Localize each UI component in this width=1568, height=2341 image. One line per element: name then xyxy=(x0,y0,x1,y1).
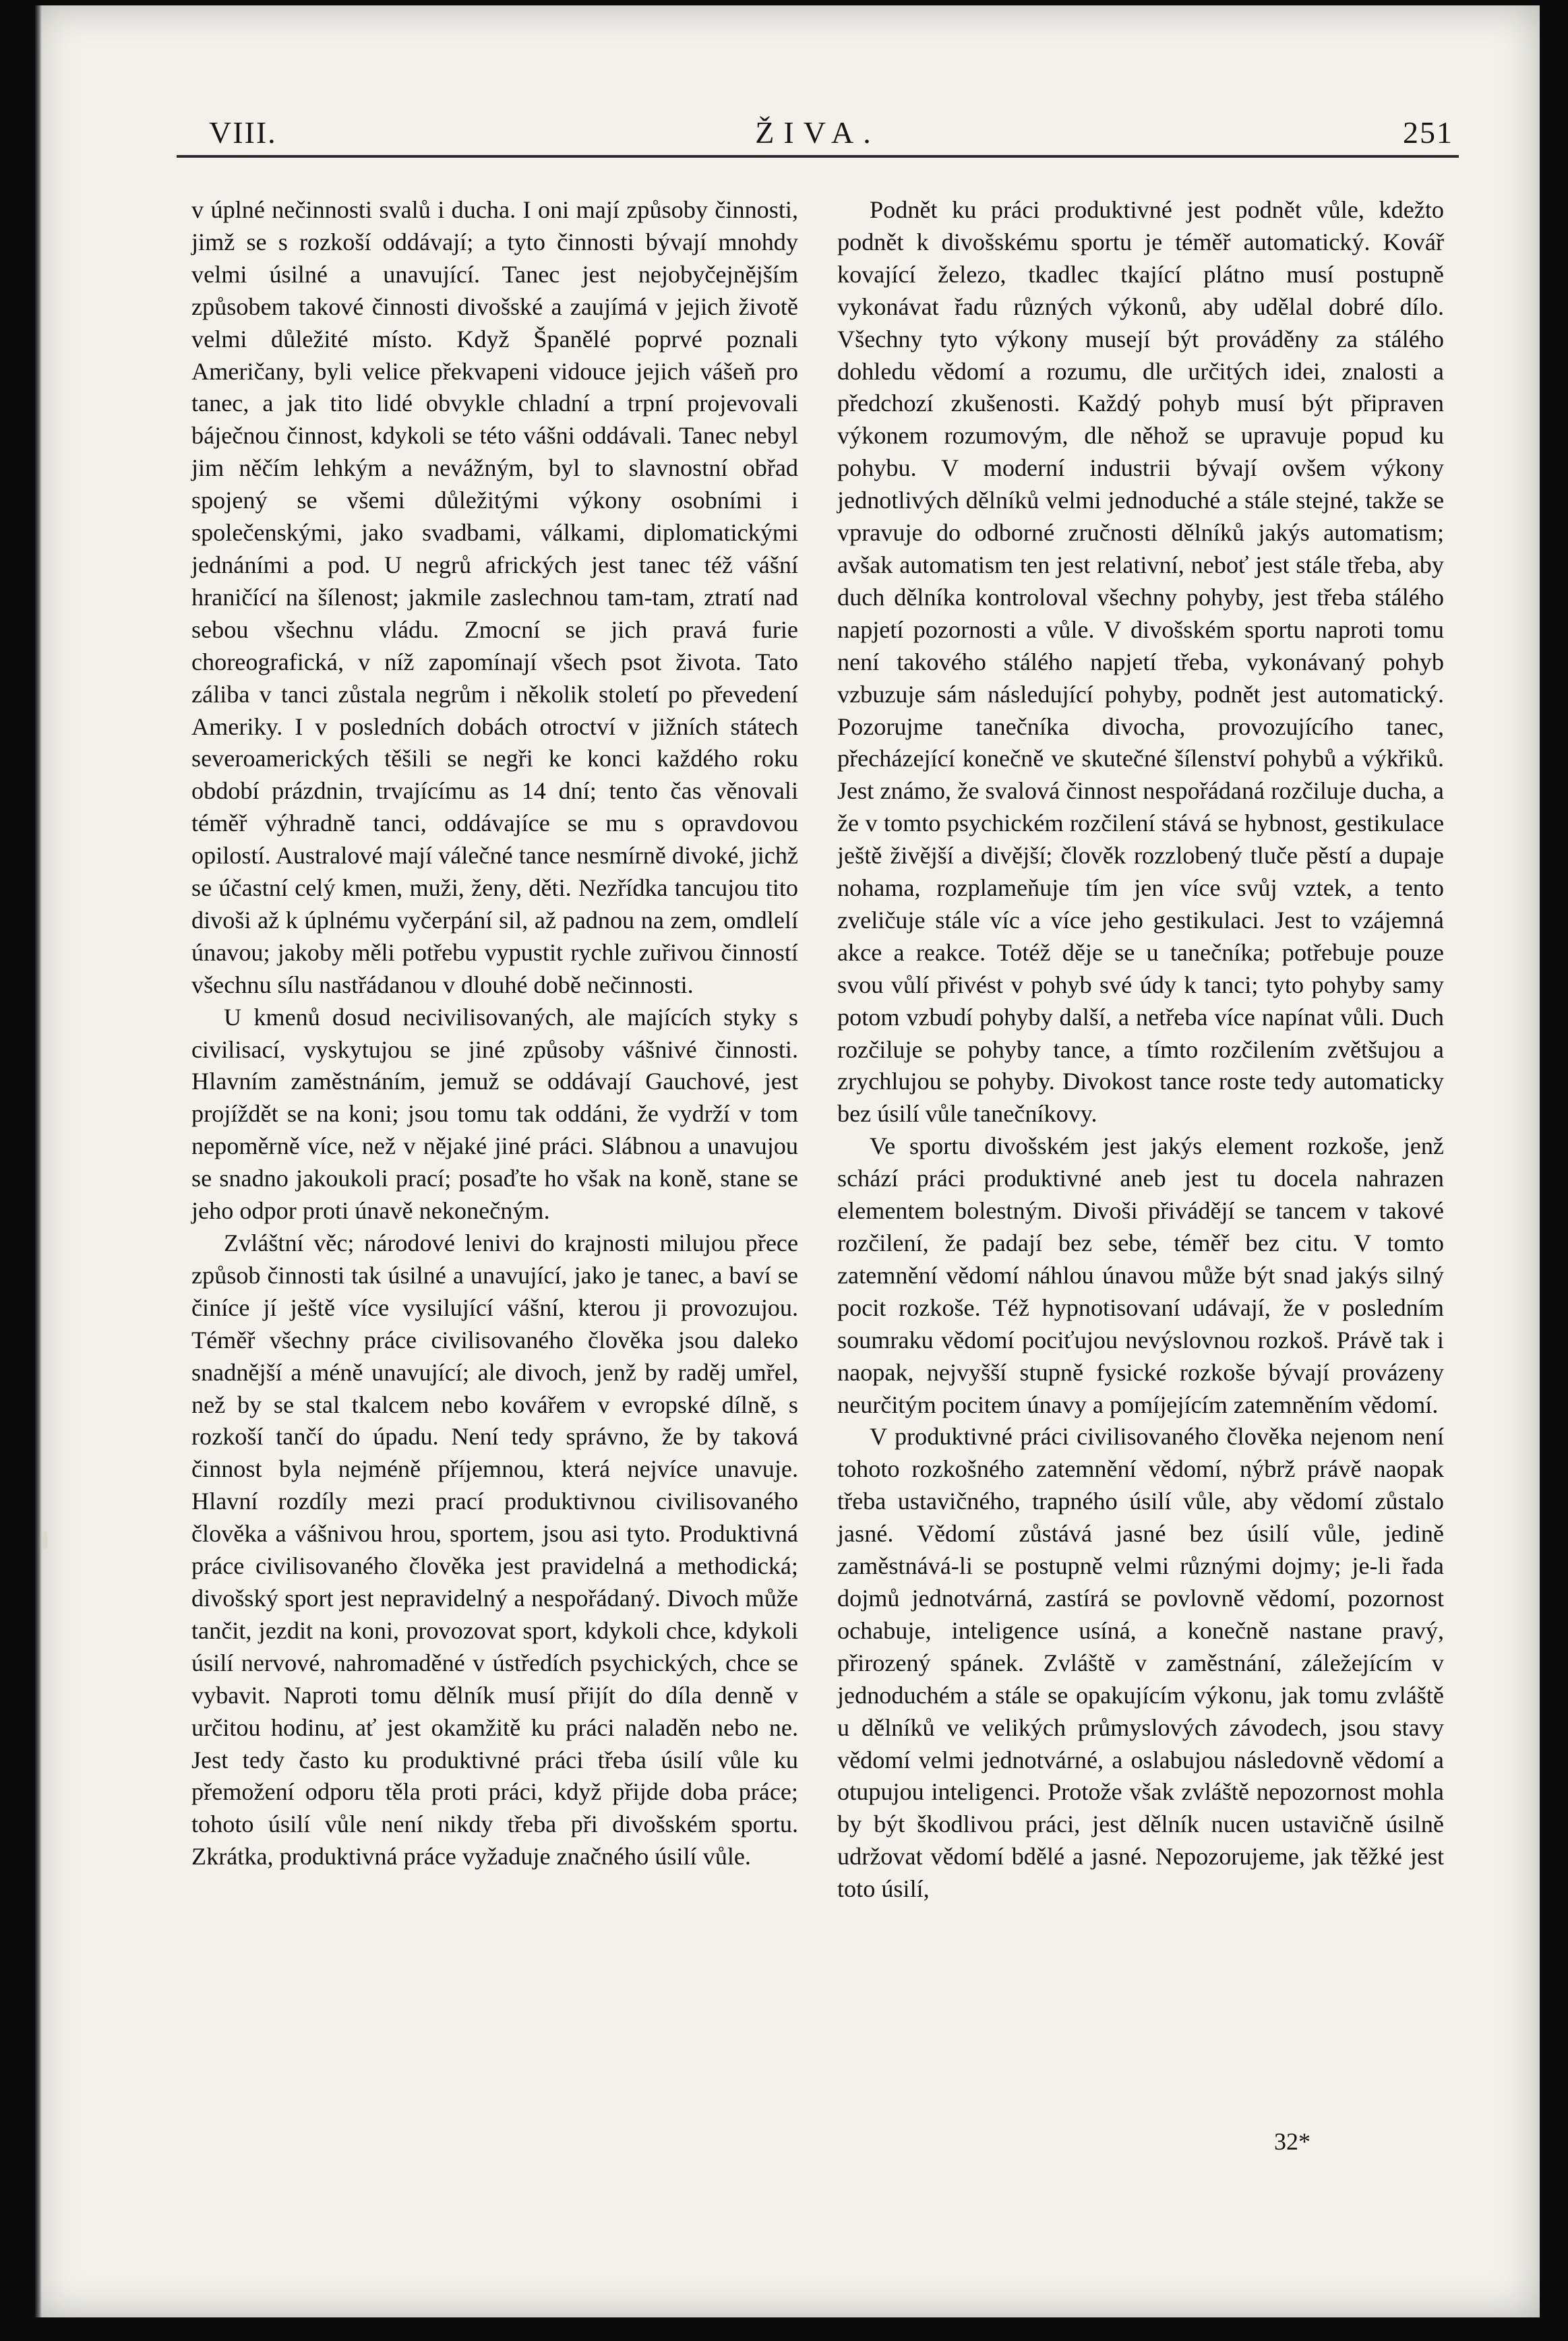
paragraph: Ve sportu divošském jest jakýs element rozkoše, jenž schází práci produktivné aneb jest tu docela nahrazen elementem bolestným. Divoši přivádějí se tancem v takové rozčilení, že padají bez sebe, téměř bez citu. V tomto zatemnění vědomí náhlou únavou může být snad jakýs silný pocit rozkoše. Též hypnotisovaní udávají, že v posledním soumraku vědomí pociťujou nevýslovnou rozkoš. Právě tak i naopak, nejvyšší stupně fysické rozkoše bývají provázeny neurčitým pocitem únavy a pomíjejícím zatemněním vědomí. xyxy=(837,1132,1444,1418)
header-rule xyxy=(177,155,1459,158)
page-number: 251 xyxy=(1403,115,1453,150)
paragraph: v úplné nečinnosti svalů i ducha. I oni mají způsoby činnosti, jimž se s rozkoší oddávají; a tyto činnosti bývají mnohdy velmi úsilné a unavující. Tanec jest nejobyčejnějším způsobem takové činnosti divošské a zaujímá v jejich životě velmi důležité místo. Když Španělé poprvé poznali Američany, byli velice překvapeni vidouce jejich vášeň pro tanec, a jak tito lidé obvykle chladní a trpní projevovali báječnou činnost, kdykoli se této vášni oddávali. Tanec nebyl jim něčím lehkým a nevážným, byl to slavnostní obřad spojený se všemi důležitými výkony osobními i společenskými, jako svadbami, válkami, diplomatickými jednáními a pod. U negrů afrických jest tanec též vášní hraničící na šílenost; jakmile zaslechnou tam-tam, ztratí nad sebou všechnu vládu. Zmocní se jich pravá furie choreografická, v níž zapomínají všech psot života. Tato záliba v tanci zůstala negrům i několik století po převedení Ameriky. I v posledních dobách otroctví v jižních státech severoamerických těšili se negři ke konci každého roku období prázdnin, trvajícímu as 14 dní; tento čas věnovali téměř výhradně tanci, oddávajíce se mu s opravdovou opilostí. Australové mají válečné tance nesmírně divoké, jichž se účastní celý kmen, muži, ženy, děti. Nezřídka tancujou tito divoši až k úplnému vyčerpání sil, až padnou na zem, omdlelí únavou; jakoby měli potřebu vypustit rychle zuřivou činností všechnu sílu nastřádanou v dlouhé době nečinnosti. xyxy=(191,196,798,998)
running-header xyxy=(177,105,1459,152)
margin-mark xyxy=(42,1531,47,1549)
journal-title: ŽIVA. xyxy=(755,115,880,150)
paragraph: V produktivné práci civilisovaného člověka nejenom není tohoto rozkošného zatemnění vědomí, nýbrž právě naopak třeba ustavičného, trapného úsilí vůle, aby vědomí zůstalo jasné. Vědomí zůstává jasné bez úsilí vůle, jedině zaměstnává-li se postupně velmi různými dojmy; je-li řada dojmů jednotvárná, zastírá se povlovně vědomí, pozornost ochabuje, inteligence usíná, a konečně nastane pravý, přirozený spánek. Zvláště v zaměstnání, záležejícím v jednoduchém a stále se opakujícím výkonu, jak tomu zvláště u dělníků ve velikých průmyslových závodech, jsou stavy vědomí velmi jednotvárné, a oslabujou následovně vědomí a otupujou inteligenci. Protože však zvláště nepozornost mohla by být škodlivou práci, jest dělník nucen ustavičně úsilně udržovat vědomí bdělé a jasné. Nepozorujeme, jak těžké jest toto úsilí, xyxy=(837,1423,1444,1903)
left-column xyxy=(191,194,798,1873)
paragraph: Zvláštní věc; národové lenivi do krajnosti milujou přece způsob činnosti tak úsilné a unavující, jako je tanec, a baví se činíce jí ještě více vysilující vášní, kterou ji provozujou. Téměř všechny práce civilisovaného člověka jsou daleko snadnější a méně unavující; ale divoch, jenž by raděj umřel, než by se stal tkalcem nebo kovářem v evropské dílně, s rozkoší tančí do úpadu. Není tedy správno, že by taková činnost byla nejméně příjemnou, která nejvíce unavuje. Hlavní rozdíly mezi prací produktivnou civilisovaného člověka a vášnivou hrou, sportem, jsou asi tyto. Produktivná práce civilisovaného člověka jest pravidelná a methodická; divošský sport jest nepravidelný a nespořádaný. Divoch může tančit, jezdit na koni, provozovat sport, kdykoli chce, kdykoli úsilí nervové, nahromaděné v ústředích psychických, chce se vybavit. Naproti tomu dělník musí přijít do díla denně v určitou hodinu, ať jest okamžitě ku práci naladěn nebo ne. Jest tedy často ku produktivné práci třeba úsilí vůle ku přemožení odporu těla proti práci, když přijde doba práce; tohoto úsilí vůle není nikdy třeba při divošském sportu. Zkrátka, produktivná práce vyžaduje značného úsilí vůle. xyxy=(191,1229,798,1871)
paragraph: U kmenů dosud necivilisovaných, ale majících styky s civilisací, vyskytujou se jiné způsoby vášnivé činnosti. Hlavním zaměstnáním, jemuž se oddávají Gauchové, jest projíždět se na koni; jsou tomu tak oddáni, že vydrží v tom nepoměrně více, než v nějaké jiné práci. Slábnou a unavujou se snadno jakoukoli prací; posaďte ho však na koně, stane se jeho odpor proti únavě nekonečným. xyxy=(191,1003,798,1225)
signature-mark: 32* xyxy=(1274,2128,1310,2155)
volume-label: VIII. xyxy=(209,115,277,150)
right-column xyxy=(837,194,1444,1906)
scan-edge xyxy=(35,5,42,2317)
paragraph: Podnět ku práci produktivné jest podnět vůle, kdežto podnět k divošskému sportu je téměř automatický. Kovář kovající železo, tkadlec tkající plátno musí postupně vykonávat řadu různých výkonů, aby udělal dobré dílo. Všechny tyto výkony musejí být prováděny za stálého dohledu vědomí a rozumu, dle určitých idei, znalosti a předchozí zkušenosti. Každý pohyb musí být připraven výkonem rozumovým, dle něhož se upravuje popud ku pohybu. V moderní industrii bývají ovšem výkony jednotlivých dělníků velmi jednoduché a stále stejné, takže se vpravuje do odborné zručnosti dělníků jakýs automatism; avšak automatism ten jest relativní, neboť jest stále třeba, aby duch dělníka kontroloval všechny pohyby, jest třeba stálého napjetí pozornosti a vůle. V divošském sportu naproti tomu není takového stálého napjetí třeba, vykonávaný pohyb vzbuzuje sám následující pohyby, podnět jest automatický. Pozorujme tanečníka divocha, provozujícího tanec, přecházející konečně ve skutečné šílenství pohybů a výkřiků. Jest známo, že svalová činnost nespořádaná rozčiluje ducha, a že v tomto psychickém rozčilení stává se hybnost, gestikulace ještě živější a divější; člověk rozzlobený tluče pěstí a dupaje nohama, rozplameňuje tím jen více svůj vztek, a tento zveličuje stále víc a více jeho gestikulaci. Jest to vzájemná akce a reakce. Totéž děje se u tanečníka; potřebuje pouze svou vůlí přivést v pohyb své údy k tanci; tyto pohyby samy potom vzbudí pohyby další, a netřeba více napínat vůli. Duch rozčiluje se pohyby tance, a tímto rozčilením zvětšujou a zrychlujou se pohyby. Divokost tance roste tedy automaticky bez úsilí vůle tanečníkovy. xyxy=(837,196,1444,1128)
page-sheet xyxy=(35,5,1540,2317)
